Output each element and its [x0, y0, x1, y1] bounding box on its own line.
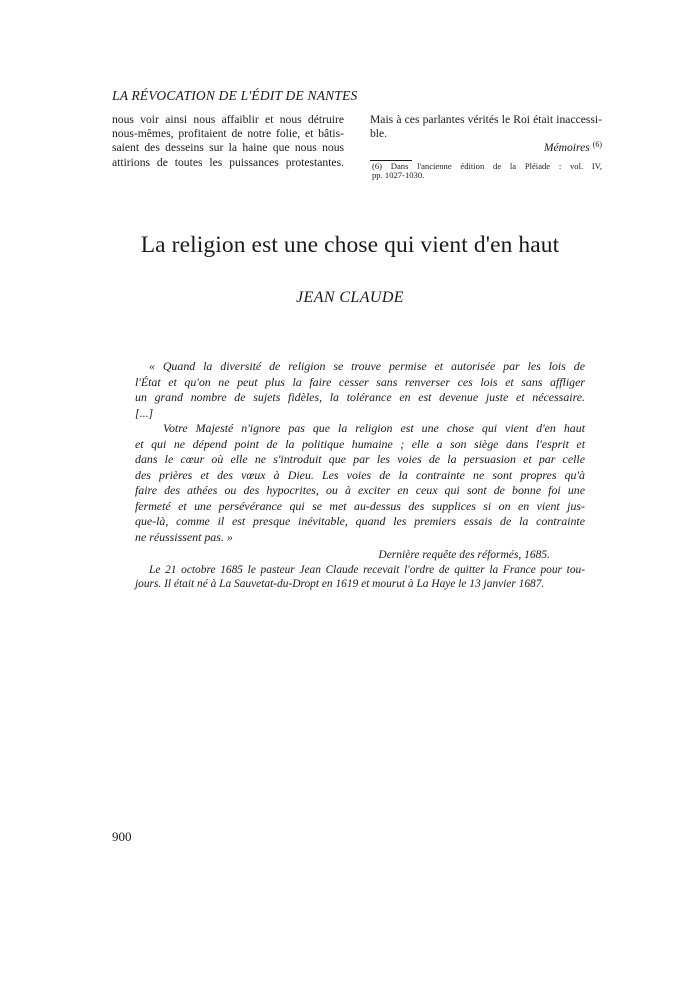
quote-line: que-là, comme il est presque inévitable, quand les premiers essais de la contrainte	[135, 514, 585, 528]
left-column-line: saient des desseins sur la haine que nous nous	[112, 141, 344, 155]
chapter-title: La religion est une chose qui vient d'en haut	[140, 232, 560, 258]
running-head: LA RÉVOCATION DE L'ÉDIT DE NANTES	[112, 88, 358, 103]
left-column-line: attirions de toutes les puissances protestantes.	[112, 155, 344, 169]
quote-line: faire des athées ou des hypocrites, ou à exciter en ceux qui sont de bonne foi une	[135, 483, 585, 497]
right-column-line: Mais à ces parlantes vérités le Roi était inaccessi-	[370, 113, 602, 126]
left-column-line: nous voir ainsi nous affaiblir et nous détruire	[112, 113, 344, 126]
quote-line: Votre Majesté n'ignore pas que la religion est une chose qui vient d'en haut	[163, 421, 585, 435]
left-column-line: nous-mêmes, profitaient de notre folie, et bâtis-	[112, 127, 344, 141]
biographical-note	[135, 563, 585, 591]
quote-line: et qui ne dépend point de la politique humaine ; elle a son siège dans l'esprit et	[135, 436, 585, 451]
quotation-block	[135, 359, 585, 545]
footnote-line: (6) Dans l'ancienne édition de la Pléiade : vol. IV,	[372, 161, 602, 171]
page-number: 900	[112, 829, 132, 844]
quote-line: un grand nombre de sujets fidèles, la tolérance en est devenue juste et nécessaire.	[135, 390, 585, 404]
quote-line: fermeté et une persévérance qui se met au-dessus des supplices si on en vient jus-	[135, 498, 585, 513]
quote-line: « Quand la diversité de religion se trouve permise et autorisée par les lois de	[149, 359, 585, 373]
right-column-line: ble.	[370, 127, 388, 141]
memoires-attribution	[370, 140, 602, 154]
memoires-title: Mémoires	[543, 141, 590, 154]
bio-line: Le 21 octobre 1685 le pasteur Jean Claude recevait l'ordre de quitter la France pour tou-	[149, 564, 585, 576]
quote-line: des prières et des vœux à Dieu. Les voies de la contrainte ne sont propres qu'à	[135, 467, 585, 482]
chapter-author: JEAN CLAUDE	[296, 289, 404, 306]
bio-line: jours. Il était né à La Sauvetat-du-Dropt en 1619 et mourut à La Haye le 13 janvier 1687.	[135, 578, 545, 591]
quote-line: l'État et qu'on ne peut plus la faire cesser sans renverser ces lois et sans affliger	[135, 374, 585, 389]
quote-source: Dernière requête des réformés, 1685.	[378, 549, 550, 561]
footnote-line: pp. 1027-1030.	[372, 170, 425, 181]
quote-line: dans le cœur où elle ne s'introduit que par les voies de la persuasion et par celle	[135, 452, 585, 466]
footnote-reference: (6)	[592, 140, 602, 149]
right-column-text	[370, 113, 602, 141]
footnote	[372, 162, 602, 181]
quote-line: ne réussissent pas. »	[135, 529, 233, 544]
left-column-text	[112, 113, 344, 170]
quote-line: [...]	[135, 405, 154, 420]
